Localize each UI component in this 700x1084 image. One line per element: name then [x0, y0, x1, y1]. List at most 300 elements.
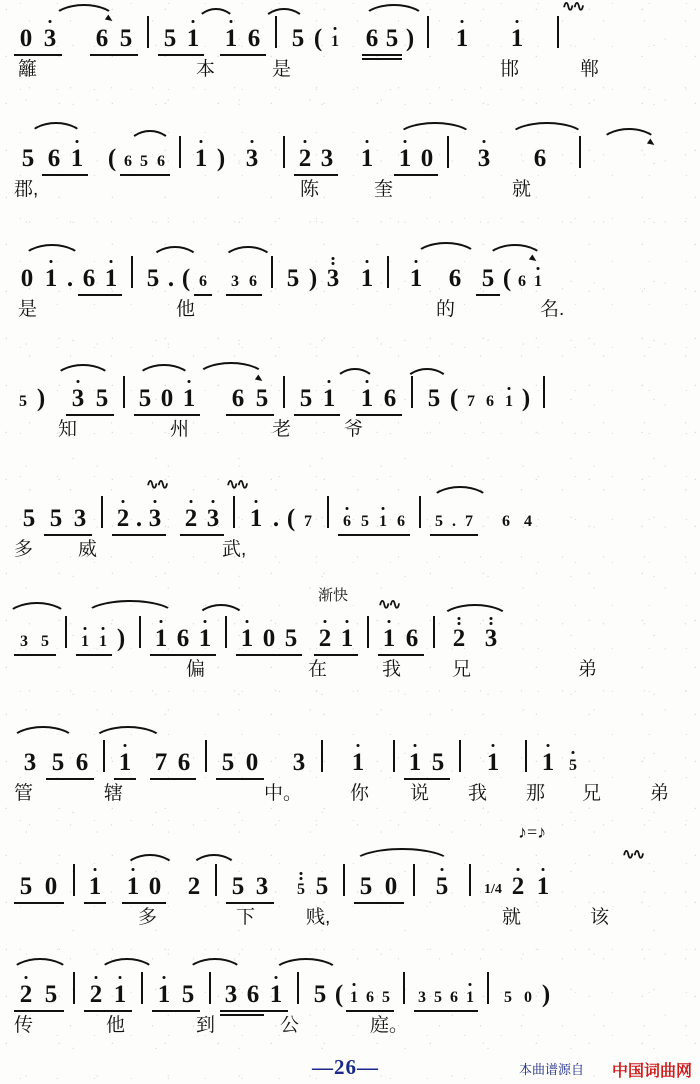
vibrato-icon: ∿∿: [146, 477, 168, 493]
paren-close: ): [541, 981, 551, 1008]
paren-open: (: [334, 981, 344, 1008]
note: 1: [354, 145, 380, 172]
music-system-2: [0, 126, 700, 202]
page-footer: [0, 1040, 700, 1084]
note-small: 6: [518, 273, 526, 290]
measure: [308, 962, 394, 1008]
lyric: 庭。: [370, 1015, 409, 1036]
note: 5: [424, 873, 460, 900]
barline: [205, 740, 207, 772]
measure: [480, 854, 556, 900]
note: 6: [533, 145, 547, 172]
paren-open: (: [107, 145, 117, 172]
measure: [294, 126, 438, 172]
barline: [123, 376, 125, 408]
barline: [393, 740, 395, 772]
measure: [14, 126, 170, 172]
note: 3: [38, 25, 62, 52]
measure: [236, 606, 358, 652]
note: 5: [226, 873, 250, 900]
paren-close: ): [116, 625, 126, 652]
note: 5: [146, 265, 160, 292]
measure: [354, 854, 404, 900]
note: 6: [172, 749, 196, 776]
note: 1: [236, 625, 258, 652]
lyric: 我: [468, 783, 488, 804]
paren-open: (: [313, 25, 323, 52]
barline: [233, 496, 235, 528]
measure: [282, 246, 378, 292]
note: 1: [194, 625, 216, 652]
lyric: 下: [236, 907, 256, 928]
note: 2: [294, 145, 316, 172]
barline: [73, 972, 75, 1004]
barline: [433, 616, 435, 648]
note: 5: [426, 749, 450, 776]
note: 5: [216, 749, 240, 776]
lyric: 武,: [222, 539, 247, 560]
barline: [403, 972, 405, 1004]
note-small: 1: [326, 32, 344, 52]
note: 0: [144, 873, 166, 900]
lyric: 陈: [300, 179, 320, 200]
lyric: 州: [170, 419, 190, 440]
note: 5: [294, 385, 318, 412]
note: 1: [530, 873, 556, 900]
music-system-6: [0, 587, 700, 682]
notes-row: [0, 246, 700, 292]
note-small: 5: [430, 988, 446, 1008]
barline: [321, 740, 323, 772]
barline: [447, 136, 449, 168]
dot: .: [272, 505, 280, 532]
lyric: 弟: [578, 659, 598, 680]
barline: [343, 864, 345, 896]
paren-close: ): [521, 385, 531, 412]
lyric: 老: [272, 419, 292, 440]
note: 5: [22, 505, 36, 532]
measure: [430, 486, 540, 532]
barline: [147, 16, 149, 48]
lyric: 中。: [264, 783, 303, 804]
note: 1: [318, 385, 340, 412]
note-small: .: [448, 512, 460, 532]
barline: [101, 496, 103, 528]
note-small: 1: [94, 632, 112, 652]
measure: [216, 730, 312, 776]
measure: [14, 606, 56, 652]
barline: [557, 16, 559, 48]
note-small: 1: [76, 632, 94, 652]
lyric: 知: [58, 419, 78, 440]
note: 1: [108, 981, 132, 1008]
paren-close: ): [36, 385, 46, 412]
note: 1: [114, 749, 136, 776]
note-small: 6: [486, 393, 494, 410]
music-system-5: [0, 477, 700, 562]
paren-open: (: [181, 265, 191, 292]
note: 1: [264, 981, 288, 1008]
measure: [14, 854, 64, 900]
note-small: 3: [414, 988, 430, 1008]
note: 3: [316, 145, 338, 172]
lyric: 郡,: [14, 179, 39, 200]
note: 6: [172, 625, 194, 652]
barline: [387, 256, 389, 288]
note: 5: [46, 749, 70, 776]
lyric: 说: [410, 783, 430, 804]
lyric: 他: [106, 1015, 126, 1036]
note: 2: [14, 981, 38, 1008]
note-small: 6: [392, 512, 410, 532]
note: 6: [378, 385, 402, 412]
music-system-3: [0, 246, 700, 322]
paren-close: ): [216, 145, 226, 172]
note-small: 5: [504, 989, 512, 1006]
lyric: 该: [590, 907, 610, 928]
note: 5: [21, 145, 35, 172]
barline: [275, 16, 277, 48]
note-small: 6: [152, 152, 170, 172]
barline: [419, 496, 421, 528]
lyric: 我: [382, 659, 402, 680]
measure: [142, 246, 262, 292]
measure: [422, 366, 534, 412]
lyric: 多: [138, 907, 158, 928]
note: 1: [438, 25, 486, 52]
note: 5: [315, 873, 329, 900]
lyric: 奎: [374, 179, 394, 200]
note: 3: [68, 505, 92, 532]
note: 1: [394, 145, 416, 172]
lyrics-row: [0, 1008, 700, 1038]
measure: [498, 962, 554, 1008]
note: 3: [322, 265, 344, 292]
measure: [398, 246, 546, 292]
barline: [179, 136, 181, 168]
note: 2: [187, 873, 201, 900]
note: 3: [230, 145, 274, 172]
note: 6: [226, 385, 250, 412]
note: 3: [202, 505, 224, 532]
lyric: 管: [14, 783, 34, 804]
note: 5: [286, 265, 300, 292]
lyric: 多: [14, 539, 34, 560]
music-system-9: [0, 962, 700, 1038]
measure: [414, 962, 478, 1008]
site-brand: 中国词曲网: [611, 1063, 692, 1080]
notes-row: [0, 587, 700, 652]
lyric: 他: [176, 299, 196, 320]
note: 1: [220, 25, 242, 52]
note: 1: [122, 873, 144, 900]
paren-open: (: [449, 385, 459, 412]
lyric: 是: [272, 59, 292, 80]
note: 1: [100, 265, 122, 292]
measure: [470, 730, 516, 776]
barline: [65, 616, 67, 648]
music-system-1: [0, 0, 700, 82]
lyric: 贱,: [306, 907, 331, 928]
measure: [220, 962, 288, 1008]
note: 5: [44, 505, 68, 532]
note-small: 5: [560, 756, 586, 776]
note: 2: [444, 625, 474, 652]
barline: [469, 864, 471, 896]
measure: [84, 962, 132, 1008]
lyric: 就: [512, 179, 532, 200]
note: 6: [448, 265, 462, 292]
measure: [332, 730, 384, 776]
note-small: 5: [19, 393, 27, 410]
note-small: 5: [292, 880, 310, 900]
measure: [438, 6, 548, 52]
note: 1: [182, 25, 204, 52]
measure: [152, 962, 200, 1008]
barline: [73, 864, 75, 896]
measure: [14, 246, 122, 292]
note: 0: [416, 145, 438, 172]
note: 1: [332, 749, 384, 776]
measure: [404, 730, 450, 776]
paren-open: (: [502, 265, 512, 292]
note: 0: [240, 749, 264, 776]
note: 1: [336, 625, 358, 652]
vibrato-icon: ∿∿: [622, 847, 644, 863]
note-small: 1: [374, 512, 392, 532]
note: 6: [42, 145, 66, 172]
note-small: 5: [34, 632, 56, 652]
note: 6: [242, 981, 264, 1008]
barline: [225, 616, 227, 648]
vibrato-icon: ∿∿: [226, 477, 248, 493]
measure: [14, 6, 138, 52]
note: 3: [144, 505, 166, 532]
lyric: 本: [196, 59, 216, 80]
measure: [244, 486, 318, 532]
barline: [283, 376, 285, 408]
note-small: 6: [362, 988, 378, 1008]
lyric: 的: [436, 299, 456, 320]
note-small: 5: [356, 512, 374, 532]
note: 6: [362, 25, 382, 52]
lyrics-row: [0, 776, 700, 806]
lyric: 公: [280, 1015, 300, 1036]
note: 1: [470, 749, 516, 776]
slur-arrow-icon: [647, 139, 656, 148]
note: 3: [23, 749, 37, 776]
note-small: 6: [446, 988, 462, 1008]
note: 0: [38, 873, 64, 900]
note-small: 6: [338, 512, 356, 532]
lyrics-row: [0, 532, 700, 562]
note: 3: [250, 873, 274, 900]
barline: [283, 136, 285, 168]
note-small: 0: [524, 989, 532, 1006]
measure: [134, 366, 274, 412]
note: 1: [404, 749, 426, 776]
note: 5: [134, 385, 156, 412]
measure: [14, 486, 92, 532]
note: 5: [291, 25, 305, 52]
note-small: 6: [244, 272, 262, 292]
time-signature: 1/4: [484, 882, 502, 897]
note: 6: [78, 265, 100, 292]
barline: [525, 740, 527, 772]
notes-row: [0, 822, 700, 900]
note: 2: [84, 981, 108, 1008]
measure: [458, 126, 570, 172]
paren-open: (: [286, 505, 296, 532]
note: 5: [280, 625, 302, 652]
barline: [367, 616, 369, 648]
measure: [150, 606, 216, 652]
barline: [215, 864, 217, 896]
lyric: 弟: [650, 783, 670, 804]
measure: [424, 854, 460, 900]
note: 3: [292, 749, 306, 776]
barline: [103, 740, 105, 772]
lyric: 郸: [580, 59, 600, 80]
note: 2: [180, 505, 202, 532]
note: 6: [70, 749, 94, 776]
lyrics-row: [0, 412, 700, 442]
note: 5: [38, 981, 64, 1008]
note: 0: [14, 25, 38, 52]
note: 3: [474, 625, 508, 652]
note: 5: [90, 385, 114, 412]
lyrics-row: [0, 292, 700, 322]
notes-row: [0, 126, 700, 172]
note: 2: [112, 505, 134, 532]
metronome-mark: ♪=♪: [518, 822, 547, 842]
lyric: 是: [18, 299, 38, 320]
lyric: 那: [526, 783, 546, 804]
note: 6: [400, 625, 424, 652]
note: 1: [244, 505, 268, 532]
note-small: 7: [304, 513, 312, 530]
music-system-7: [0, 730, 700, 806]
note: 1: [398, 265, 434, 292]
measure: [536, 730, 586, 776]
barline: [141, 972, 143, 1004]
note: 5: [476, 265, 500, 292]
note: 1: [178, 385, 200, 412]
measure: [14, 962, 64, 1008]
measure: [84, 854, 206, 900]
page-number: —26—: [312, 1055, 379, 1079]
lyric: 到: [196, 1015, 216, 1036]
notes-row: [0, 962, 700, 1008]
lyrics-row: [0, 900, 700, 930]
note: 2: [314, 625, 336, 652]
lyric: 偏: [186, 659, 206, 680]
barline: [327, 496, 329, 528]
notes-row: [0, 477, 700, 532]
measure: [286, 6, 418, 52]
music-system-4: [0, 366, 700, 442]
barline: [459, 740, 461, 772]
note: 5: [354, 873, 378, 900]
barline: [413, 864, 415, 896]
lyrics-row: [0, 172, 700, 202]
measure: [114, 730, 196, 776]
note: 2: [506, 873, 530, 900]
barline: [579, 136, 581, 168]
paren-close: ): [405, 25, 415, 52]
note: 5: [158, 25, 182, 52]
measure: [158, 6, 266, 52]
note: 1: [486, 25, 548, 52]
lyric: 名.: [540, 299, 565, 320]
source-credit: 本曲谱源自: [518, 1062, 584, 1077]
note-small: 4: [524, 513, 532, 530]
lyric: 传: [14, 1015, 34, 1036]
measure: [226, 854, 334, 900]
measure: [338, 486, 410, 532]
lyric: 在: [308, 659, 328, 680]
lyric: 籬: [18, 59, 38, 80]
tempo-marking: 渐快: [318, 587, 349, 604]
notes-row: [0, 366, 700, 412]
note: 0: [258, 625, 280, 652]
measure: [190, 126, 274, 172]
note-small: 7: [467, 393, 475, 410]
note-small: 3: [226, 272, 244, 292]
note: 0: [378, 873, 404, 900]
dot: .: [167, 265, 175, 292]
note: 1: [190, 145, 212, 172]
measure: [294, 366, 402, 412]
lyric: 邯: [500, 59, 520, 80]
barline: [427, 16, 429, 48]
note: 3: [66, 385, 90, 412]
note: 5: [176, 981, 200, 1008]
note: 1: [356, 385, 378, 412]
note: 1: [356, 265, 378, 292]
note-small: 5: [136, 152, 152, 172]
note: 5: [114, 25, 138, 52]
note: 5: [382, 25, 402, 52]
note-small: 1: [462, 988, 478, 1008]
barline: [543, 376, 545, 408]
note: 0: [156, 385, 178, 412]
vibrato-icon: ∿∿: [562, 0, 584, 15]
barline: [487, 972, 489, 1004]
note-small: 5: [430, 512, 448, 532]
barline: [139, 616, 141, 648]
lyrics-row: [0, 652, 700, 682]
measure: [14, 366, 114, 412]
lyric: 威: [78, 539, 98, 560]
lyric: 爷: [344, 419, 364, 440]
note-small: 6: [194, 272, 212, 292]
note: 1: [84, 873, 106, 900]
barline: [411, 376, 413, 408]
note-small: 1: [530, 272, 546, 292]
note: 5: [427, 385, 441, 412]
barline: [131, 256, 133, 288]
note-small: 5: [378, 988, 394, 1008]
note: 3: [458, 145, 510, 172]
note: 5: [250, 385, 274, 412]
barline: [271, 256, 273, 288]
note: 7: [150, 749, 172, 776]
dot: .: [66, 265, 74, 292]
note: 5: [14, 873, 38, 900]
measure: [14, 730, 94, 776]
note-small: 3: [14, 632, 34, 652]
